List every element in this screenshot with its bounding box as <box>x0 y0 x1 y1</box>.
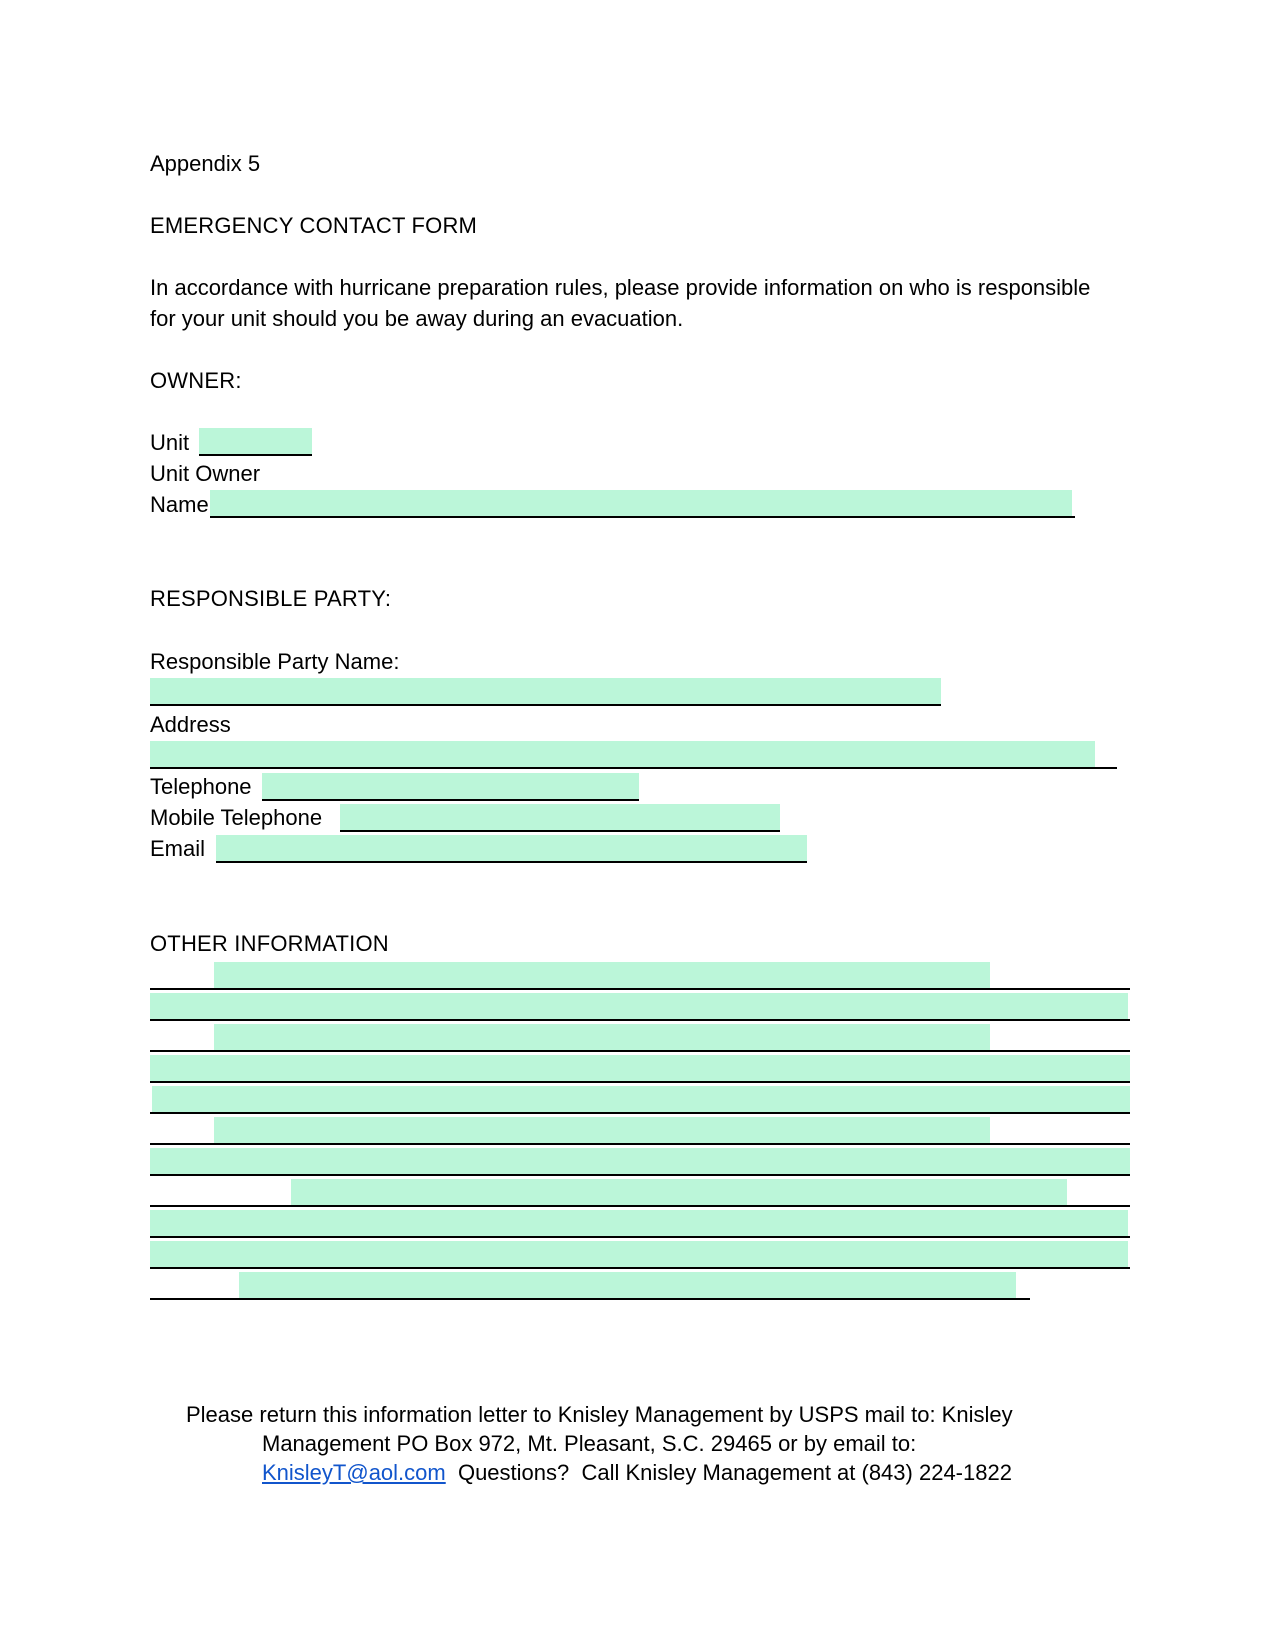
responsible-party-heading: RESPONSIBLE PARTY: <box>150 586 392 611</box>
mobile-telephone-field[interactable] <box>340 804 780 832</box>
other-info-line-5[interactable] <box>150 1086 1130 1114</box>
owner-name-field[interactable] <box>210 490 1075 518</box>
footer-line-2: Management PO Box 972, Mt. Pleasant, S.C. 29465 or by email to: <box>262 1431 917 1456</box>
intro-line-1: In accordance with hurricane preparation rules, please provide information on who is responsible <box>150 275 1091 300</box>
mobile-telephone-label: Mobile Telephone <box>150 805 323 830</box>
address-field[interactable] <box>150 741 1117 769</box>
email-link[interactable]: KnisleyT@aol.com <box>262 1460 446 1485</box>
other-info-line-11[interactable] <box>150 1272 1030 1300</box>
email-field[interactable] <box>216 835 807 863</box>
appendix-label: Appendix 5 <box>150 151 261 176</box>
other-info-line-2[interactable] <box>150 993 1130 1021</box>
intro-line-2: for your unit should you be away during an evacuation. <box>150 306 684 331</box>
other-information-heading: OTHER INFORMATION <box>150 931 389 956</box>
footer-questions-text: Questions? Call Knisley Management at (843) 224-1822 <box>445 1460 1012 1485</box>
other-info-line-4[interactable] <box>150 1055 1130 1083</box>
other-info-line-8[interactable] <box>150 1179 1130 1207</box>
responsible-name-field[interactable] <box>150 678 941 706</box>
telephone-label: Telephone <box>150 774 252 799</box>
footer-line-3 <box>262 1458 1012 1487</box>
unit-owner-label: Unit Owner <box>150 461 261 486</box>
telephone-field[interactable] <box>262 773 639 801</box>
owner-heading: OWNER: <box>150 368 242 393</box>
footer-line-1: Please return this information letter to Knisley Management by USPS mail to: Knisley <box>186 1402 1013 1427</box>
name-label: Name <box>150 492 209 517</box>
form-title: EMERGENCY CONTACT FORM <box>150 213 478 238</box>
other-info-line-7[interactable] <box>150 1148 1130 1176</box>
other-info-line-3[interactable] <box>150 1024 1130 1052</box>
other-info-line-9[interactable] <box>150 1210 1130 1238</box>
address-label: Address <box>150 712 231 737</box>
other-info-line-10[interactable] <box>150 1241 1130 1269</box>
responsible-name-label: Responsible Party Name: <box>150 649 400 674</box>
other-info-line-1[interactable] <box>150 962 1130 990</box>
other-info-line-6[interactable] <box>150 1117 1130 1145</box>
unit-field[interactable] <box>199 428 312 456</box>
email-label: Email <box>150 836 206 861</box>
unit-label: Unit <box>150 430 190 455</box>
